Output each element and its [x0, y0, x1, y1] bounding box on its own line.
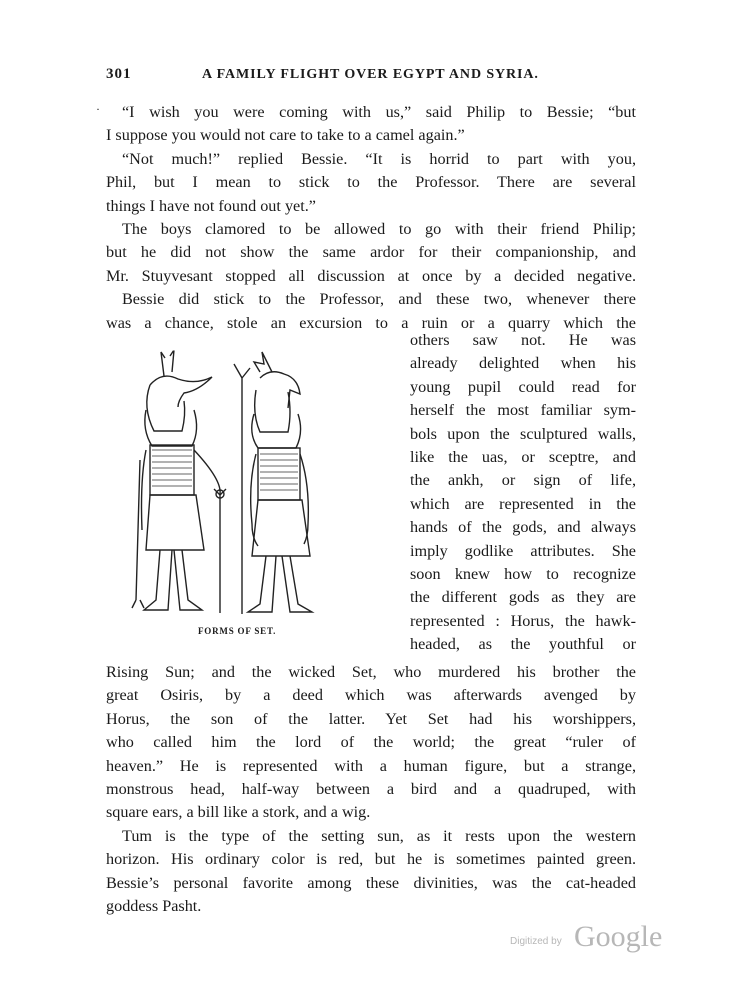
text-line: Horus, the son of the latter. Yet Set had his worshippers, — [106, 709, 636, 728]
page-number: 301 — [106, 66, 132, 82]
text-line: the different gods as they are — [410, 588, 636, 607]
text-line: hands of the gods, and always — [410, 518, 636, 537]
text-line: Phil, but I mean to stick to the Professor. There are several — [106, 173, 636, 192]
stray-ink-mark: · — [96, 102, 100, 116]
text-line: represented : Horus, the hawk- — [410, 611, 636, 630]
text-line: Bessie did stick to the Professor, and these two, whenever there — [122, 290, 636, 309]
text-line: like the uas, or sceptre, and — [410, 447, 636, 466]
text-line: “Not much!” replied Bessie. “It is horrid to part with you, — [122, 149, 636, 168]
bottom-paragraphs — [106, 661, 636, 918]
wrapped-paragraph — [410, 329, 636, 656]
text-line: things I have not found out yet.” — [106, 196, 316, 215]
forms-of-set-figure — [110, 350, 398, 642]
text-line: The boys clamored to be allowed to go with their friend Philip; — [122, 219, 636, 238]
watermark-prefix: Digitized by — [510, 936, 562, 947]
text-line: Tum is the type of the setting sun, as it rests upon the western — [122, 826, 636, 845]
google-logo: Google — [574, 920, 663, 953]
text-line: Bessie’s personal favorite among these divinities, was the cat-headed — [106, 873, 636, 892]
text-line: but he did not show the same ardor for their companionship, and — [106, 243, 636, 262]
text-line: “I wish you were coming with us,” said Philip to Bessie; “but — [122, 103, 636, 121]
text-line: headed, as the youthful or — [410, 635, 636, 654]
text-line: who called him the lord of the world; the great “ruler of — [106, 733, 636, 752]
text-line: great Osiris, by a deed which was afterwards avenged by — [106, 686, 636, 705]
text-line: already delighted when his — [410, 354, 636, 373]
text-line: monstrous head, half-way between a bird and a quadruped, with — [106, 779, 636, 798]
running-title: A FAMILY FLIGHT OVER EGYPT AND SYRIA. — [202, 67, 539, 82]
text-line: others saw not. He was — [410, 331, 636, 349]
text-line: which are represented in the — [410, 494, 636, 513]
text-line: bols upon the sculptured walls, — [410, 424, 636, 443]
text-line: goddess Pasht. — [106, 896, 202, 915]
figure-caption: FORMS OF SET. — [198, 626, 277, 636]
text-line: soon knew how to recognize — [410, 564, 636, 583]
text-line: imply godlike attributes. She — [410, 541, 636, 560]
text-line: Rising Sun; and the wicked Set, who murdered his brother the — [106, 663, 636, 681]
text-line: heaven.” He is represented with a human figure, but a strange, — [106, 756, 636, 775]
text-line: Mr. Stuyvesant stopped all discussion at once by a decided negative. — [106, 266, 636, 285]
text-line: I suppose you would not care to take to a camel again.” — [106, 126, 465, 145]
text-line: horizon. His ordinary color is red, but he is sometimes painted green. — [106, 850, 636, 869]
text-line: young pupil could read for — [410, 377, 636, 396]
egyptian-gods-illustration — [110, 350, 398, 620]
running-header — [106, 66, 636, 88]
text-line: was a chance, stole an excursion to a ruin or a quarry which the — [106, 313, 636, 332]
top-paragraphs — [106, 101, 636, 335]
text-line: herself the most familiar sym- — [410, 401, 636, 420]
text-line: the ankh, or sign of life, — [410, 471, 636, 490]
text-line: square ears, a bill like a stork, and a wig. — [106, 803, 371, 822]
digitized-by-google-watermark — [510, 920, 670, 960]
